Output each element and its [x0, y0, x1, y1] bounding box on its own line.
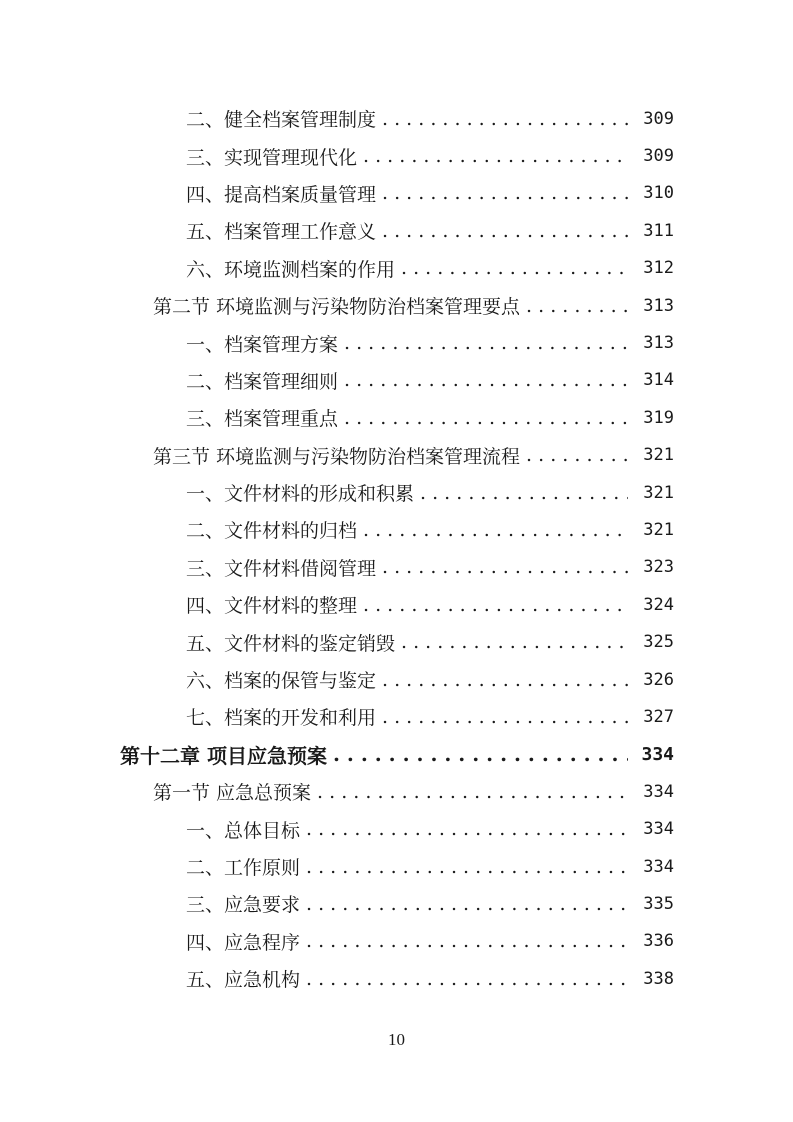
toc-entry-title: 第一节 应急总预案	[153, 778, 317, 805]
toc-item-entry[interactable]	[0, 250, 793, 287]
toc-leader-dots	[420, 482, 628, 504]
toc-leader-dots	[382, 108, 628, 130]
toc-leader-dots	[363, 519, 628, 541]
toc-entry-page: 323	[643, 557, 674, 578]
toc-entry-page: 313	[643, 333, 674, 354]
toc-entry-page: 309	[643, 108, 674, 129]
toc-item-entry[interactable]	[0, 399, 793, 436]
toc-item-entry[interactable]	[0, 885, 793, 922]
toc-entry-page: 312	[643, 258, 674, 279]
toc-leader-dots	[344, 407, 628, 429]
toc-chapter-entry[interactable]	[0, 736, 793, 773]
toc-item-entry[interactable]	[0, 698, 793, 735]
toc-entry-page: 334	[643, 819, 674, 840]
toc-leader-dots	[306, 818, 628, 840]
toc-item-entry[interactable]	[0, 661, 793, 698]
toc-entry-page: 310	[643, 183, 674, 204]
toc-entry-title: 七、档案的开发和利用	[186, 703, 382, 730]
toc-entry-title: 四、应急程序	[186, 928, 306, 955]
toc-entry-title: 三、实现管理现代化	[186, 143, 363, 170]
toc-leader-dots	[344, 332, 628, 354]
toc-entry-page: 321	[643, 445, 674, 466]
toc-entry-title: 第三节 环境监测与污染物防治档案管理流程	[153, 442, 526, 469]
toc-item-entry[interactable]	[0, 474, 793, 511]
toc-entry-page: 338	[643, 968, 674, 989]
toc-entry-page: 335	[643, 893, 674, 914]
toc-item-entry[interactable]	[0, 100, 793, 137]
toc-entry-title: 二、工作原则	[186, 853, 306, 880]
toc-entry-page: 326	[643, 669, 674, 690]
toc-item-entry[interactable]	[0, 362, 793, 399]
toc-leader-dots	[382, 706, 628, 728]
toc-entry-page: 327	[643, 706, 674, 727]
toc-leader-dots	[306, 930, 628, 952]
toc-entry-title: 二、健全档案管理制度	[186, 105, 382, 132]
toc-entry-page: 309	[643, 146, 674, 167]
toc-entry-page: 321	[643, 482, 674, 503]
toc-section-entry[interactable]	[0, 287, 793, 324]
toc-entry-page: 334	[643, 781, 674, 802]
toc-entry-title: 一、文件材料的形成和积累	[186, 479, 420, 506]
toc-leader-dots	[363, 145, 628, 167]
toc-leader-dots	[382, 182, 628, 204]
toc-entry-title: 六、环境监测档案的作用	[186, 255, 401, 282]
toc-leader-dots	[382, 556, 628, 578]
toc-leader-dots	[526, 295, 628, 317]
toc-entry-title: 五、应急机构	[186, 965, 306, 992]
toc-entry-page: 325	[643, 632, 674, 653]
toc-item-entry[interactable]	[0, 960, 793, 997]
toc-entry-title: 四、提高档案质量管理	[186, 180, 382, 207]
toc-entry-page: 314	[643, 370, 674, 391]
toc-item-entry[interactable]	[0, 623, 793, 660]
toc-leader-dots	[401, 631, 628, 653]
toc-item-entry[interactable]	[0, 586, 793, 623]
toc-leader-dots	[382, 669, 628, 691]
toc-item-entry[interactable]	[0, 848, 793, 885]
toc-leader-dots	[363, 594, 628, 616]
toc-entry-page: 313	[643, 295, 674, 316]
page-number: 10	[388, 1030, 405, 1049]
toc-item-entry[interactable]	[0, 923, 793, 960]
toc-leader-dots	[344, 369, 628, 391]
toc-entry-page: 324	[643, 594, 674, 615]
toc-entry-title: 三、文件材料借阅管理	[186, 554, 382, 581]
toc-item-entry[interactable]	[0, 137, 793, 174]
toc-entry-title: 五、档案管理工作意义	[186, 217, 382, 244]
toc-item-entry[interactable]	[0, 212, 793, 249]
toc-leader-dots	[382, 220, 628, 242]
toc-section-entry[interactable]	[0, 437, 793, 474]
toc-entry-page: 334	[641, 743, 674, 765]
toc-item-entry[interactable]	[0, 549, 793, 586]
toc-entry-title: 第二节 环境监测与污染物防治档案管理要点	[153, 292, 526, 319]
toc-entry-title: 四、文件材料的整理	[186, 591, 363, 618]
toc-entry-title: 二、文件材料的归档	[186, 516, 363, 543]
toc-entry-page: 336	[643, 931, 674, 952]
toc-leader-dots	[306, 893, 628, 915]
toc-entry-title: 二、档案管理细则	[186, 367, 344, 394]
toc-leader-dots	[526, 444, 628, 466]
toc-entry-title: 一、档案管理方案	[186, 330, 344, 357]
toc-entry-title: 一、总体目标	[186, 816, 306, 843]
toc-entry-title: 五、文件材料的鉴定销毁	[186, 629, 401, 656]
toc-leader-dots	[333, 742, 628, 766]
toc-section-entry[interactable]	[0, 773, 793, 810]
toc-item-entry[interactable]	[0, 810, 793, 847]
toc-entry-title: 三、应急要求	[186, 890, 306, 917]
toc-entry-page: 311	[643, 220, 674, 241]
toc-item-entry[interactable]	[0, 324, 793, 361]
table-of-contents	[0, 100, 793, 997]
toc-entry-title: 六、档案的保管与鉴定	[186, 666, 382, 693]
toc-entry-title: 第十二章 项目应急预案	[120, 740, 333, 769]
toc-item-entry[interactable]	[0, 511, 793, 548]
toc-entry-title: 三、档案管理重点	[186, 404, 344, 431]
toc-entry-page: 319	[643, 407, 674, 428]
toc-entry-page: 334	[643, 856, 674, 877]
toc-leader-dots	[401, 257, 628, 279]
toc-entry-page: 321	[643, 519, 674, 540]
toc-leader-dots	[306, 856, 628, 878]
toc-item-entry[interactable]	[0, 175, 793, 212]
toc-leader-dots	[306, 968, 628, 990]
toc-leader-dots	[317, 781, 628, 803]
